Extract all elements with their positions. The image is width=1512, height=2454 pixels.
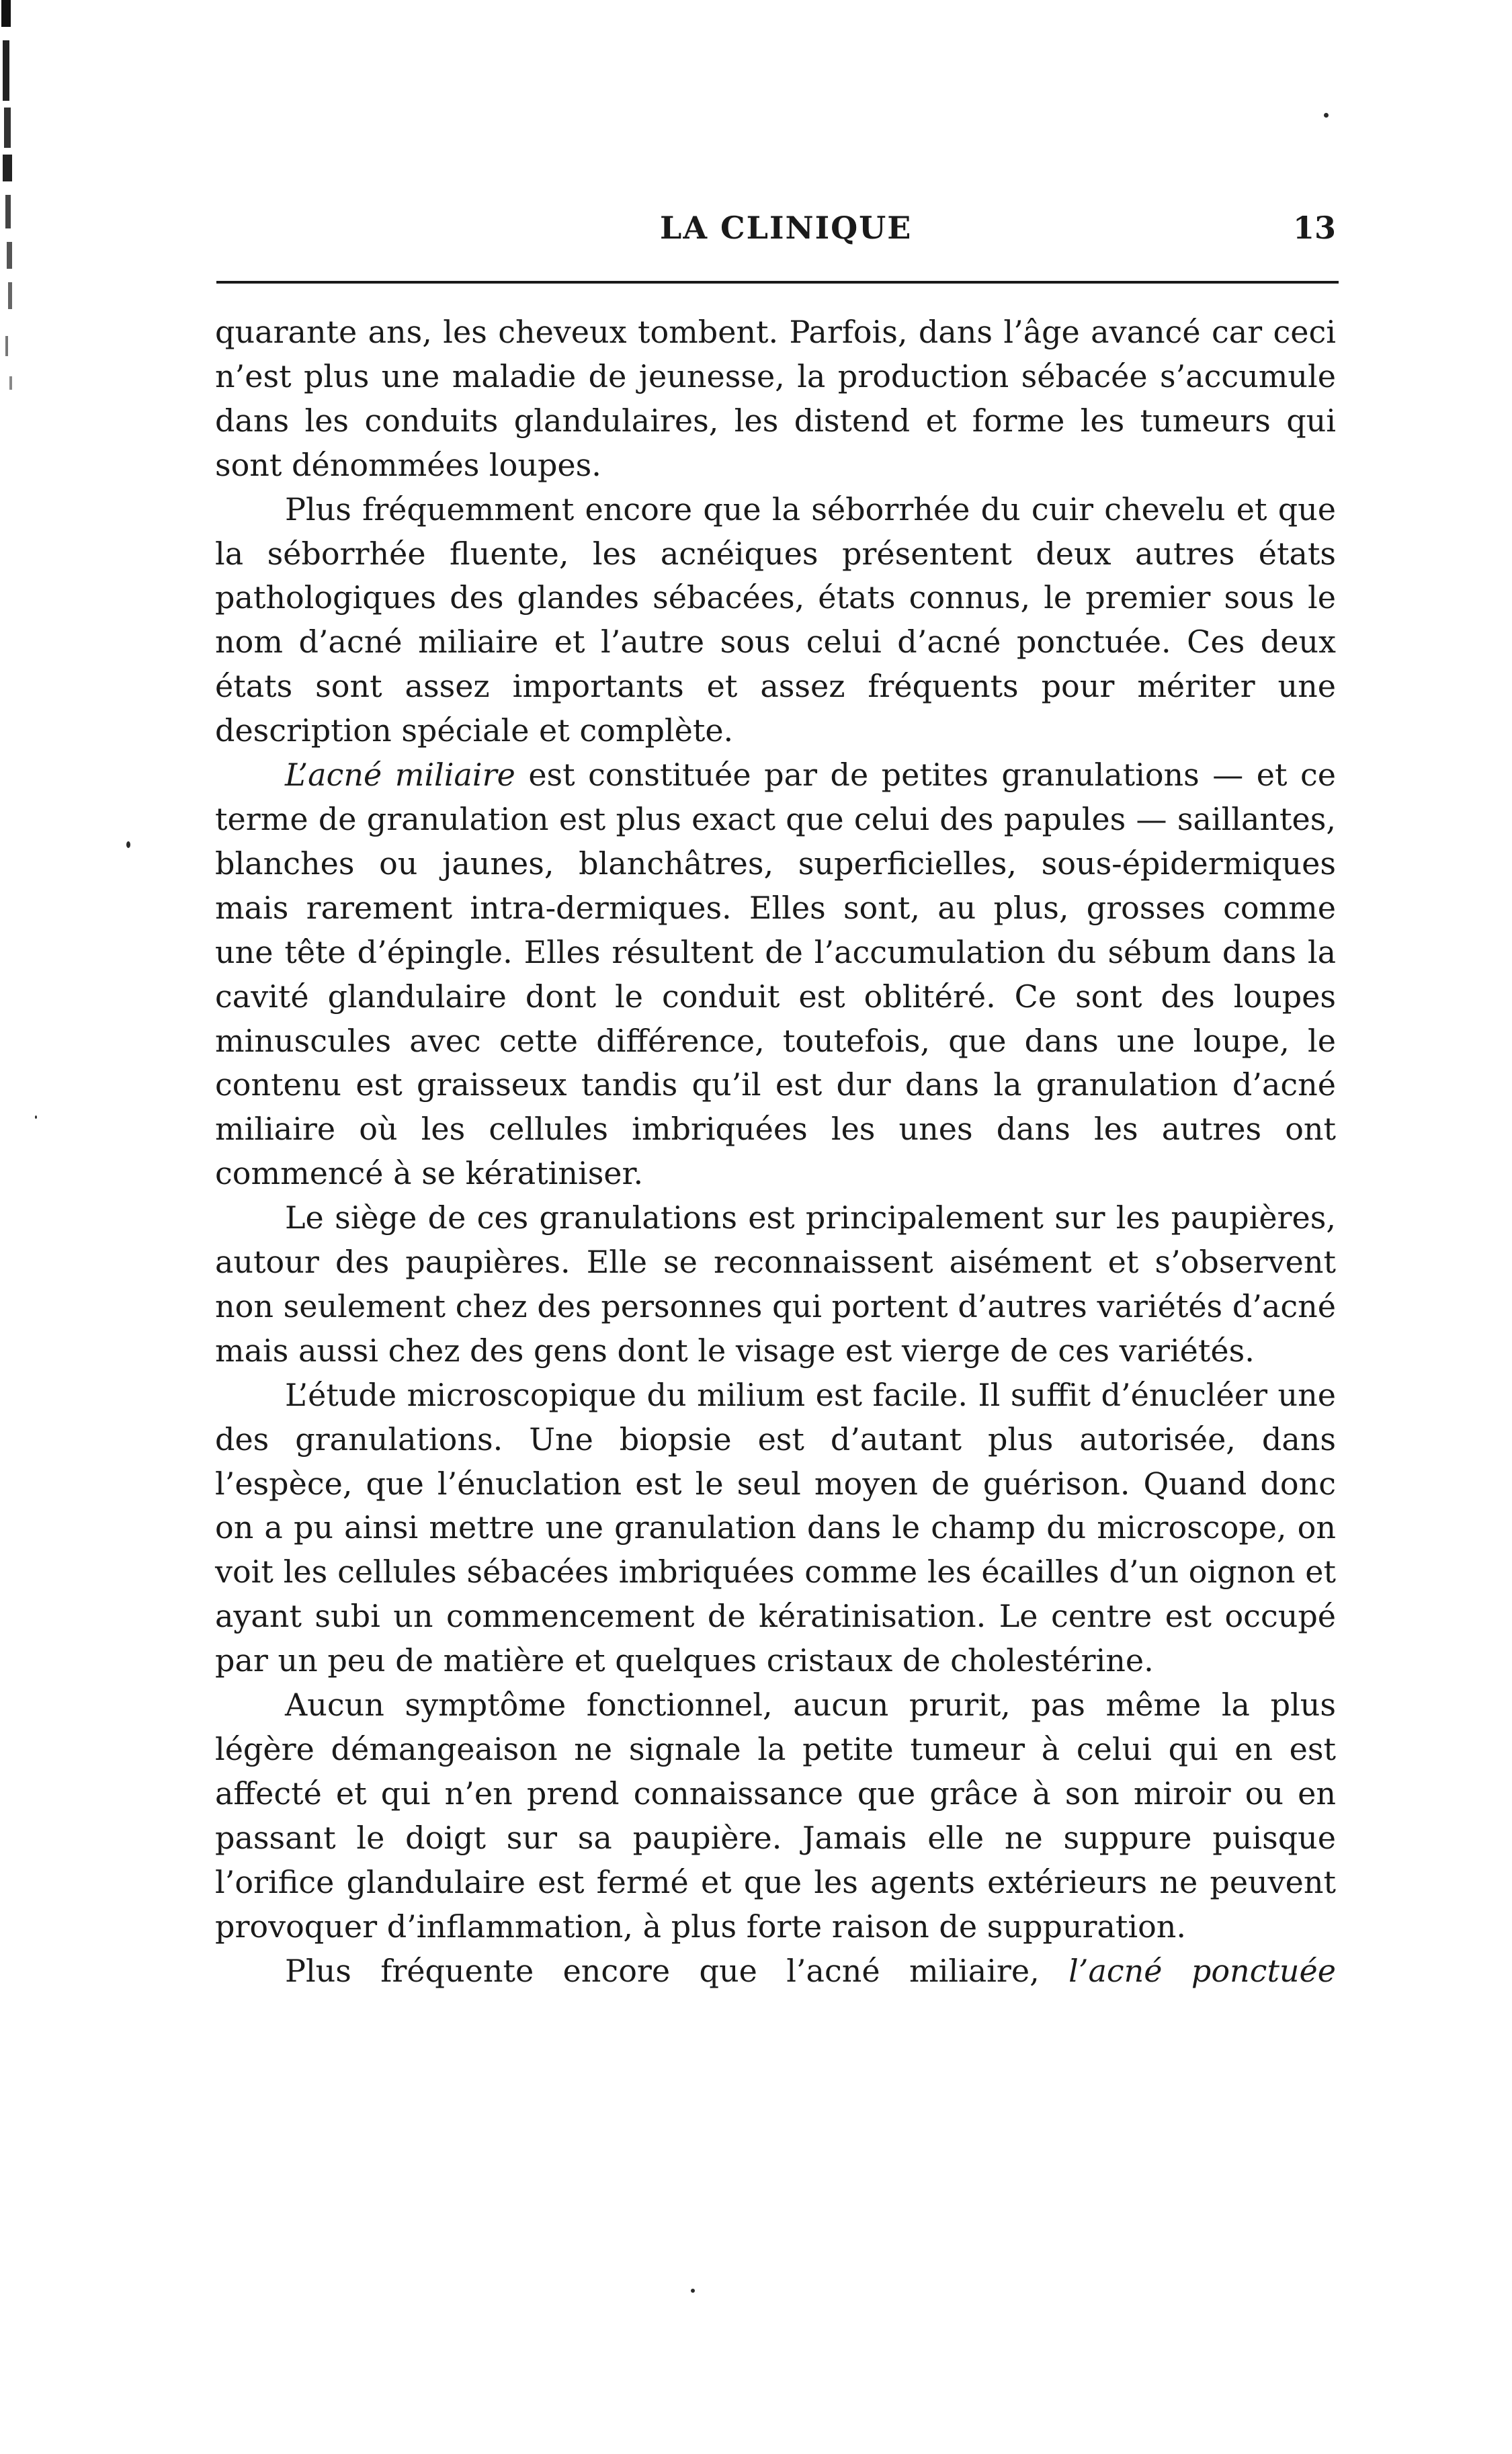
header-rule (216, 281, 1339, 284)
scan-speck (35, 1115, 37, 1119)
paragraph-3: L’acné miliaire est constituée par de petites granulations — et ce terme de granulation est plus exact que celui des papules — saillantes, blanches ou jaunes, blanchâtres, superficielles, sous-épidermiques mais rarement intra-dermiques. Elles sont, au plus, grosses comme une tête d’épingle. Elles résultent de l’accumulation du sébum dans la cavité glandulaire dont le conduit est oblitéré. Ce sont des loupes minuscules avec cette différence, toutefois, que dans une loupe, le contenu est graisseux tandis qu’il est dur dans la granulation d’acné miliaire où les cellules imbriquées les unes dans les autres ont commencé à se kératiniser. (215, 757, 1337, 1192)
body-text (215, 310, 1336, 1993)
scan-edge-marks (0, 0, 20, 403)
running-title: LA CLINIQUE (660, 210, 913, 246)
scan-speck (691, 2289, 695, 2293)
paragraph-7: Plus fréquente encore que l’acné miliaire, l’acné ponctuée (285, 1952, 1337, 1989)
running-header (216, 210, 1336, 263)
paragraph-4: Le siège de ces granulations est principalement sur les paupières, autour des paupières. Elle se reconnaissent aisément et s’observent non seulement chez des personnes qui portent d’autres variétés d’acné mais aussi chez des gens dont le visage est vierge de ces variétés. (215, 1199, 1336, 1369)
scan-speck (1324, 113, 1329, 118)
scan-speck (126, 841, 130, 848)
paragraph-5: L’étude microscopique du milium est facile. Il suffit d’énucléer une des granulations. Une biopsie est d’autant plus autorisée, dans l’espèce, que l’énuclation est le seul moyen de guérison. Quand donc on a pu ainsi mettre une granulation dans le champ du microscope, on voit les cellules sébacées imbriquées comme les écailles d’un oignon et ayant subi un commencement de kératinisation. Le centre est occupé par un peu de matière et quelques cristaux de cholestérine. (215, 1376, 1336, 1679)
italic-term: l’acné ponctuée (1068, 1952, 1337, 1989)
paragraph-2: Plus fréquemment encore que la séborrhée du cuir chevelu et que la séborrhée fluente, les acnéiques présentent deux autres états pathologiques des glandes sébacées, états connus, le premier sous le nom d’acné miliaire et l’autre sous celui d’acné ponctuée. Ces deux états sont assez importants et assez fréquents pour mériter une description spéciale et complète. (215, 491, 1336, 749)
paragraph-6: Aucun symptôme fonctionnel, aucun prurit, pas même la plus légère démangeaison ne signale la petite tumeur à celui qui en est affecté et qui n’en prend connaissance que grâce à son miroir ou en passant le doigt sur sa paupière. Jamais elle ne suppure puisque l’orifice glandulaire est fermé et que les agents extérieurs ne peuvent provoquer d’inflammation, à plus forte raison de suppuration. (215, 1687, 1336, 1945)
page-number: 13 (1292, 210, 1336, 246)
italic-term: L’acné miliaire (285, 757, 515, 794)
paragraph-1: quarante ans, les cheveux tombent. Parfois, dans l’âge avancé car ceci n’est plus une maladie de jeunesse, la production sébacée s’accumule dans les conduits glandulaires, les distend et forme les tumeurs qui sont dénommées loupes. (215, 314, 1336, 483)
